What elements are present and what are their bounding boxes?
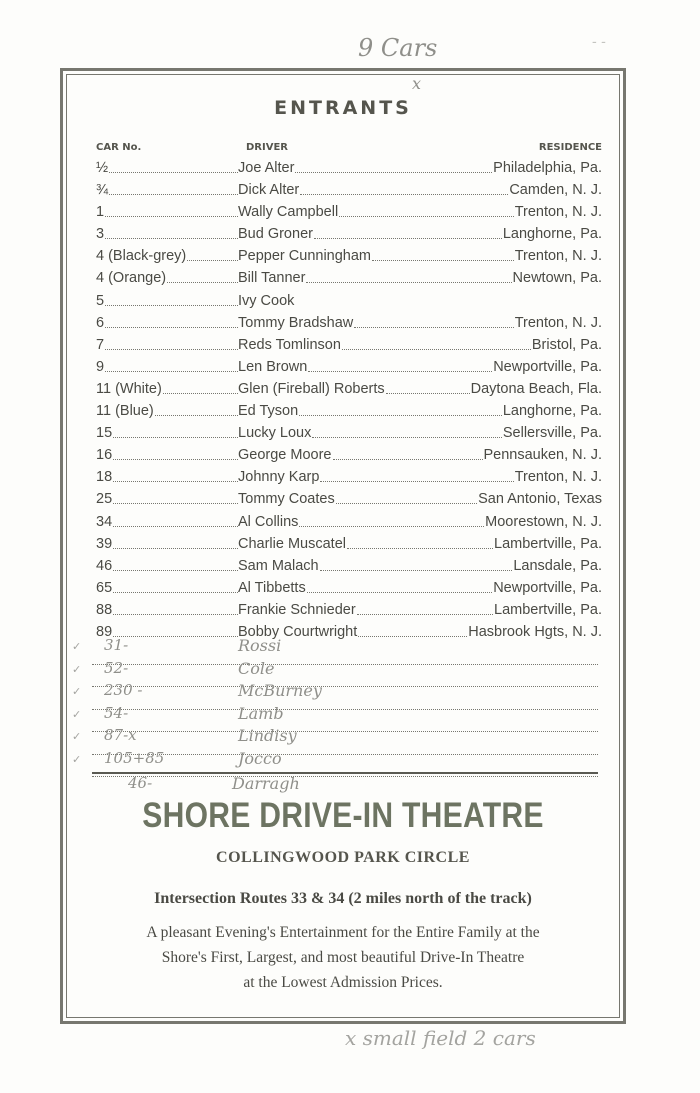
- driver-name: Len Brown: [238, 356, 307, 378]
- check-mark: ✓: [72, 663, 82, 676]
- driver-name: George Moore: [238, 444, 332, 466]
- driver-residence: [238, 621, 602, 643]
- car-number: [96, 356, 238, 378]
- leader-dots: [96, 570, 238, 571]
- leader-dots: [96, 371, 238, 372]
- driver-residence-text: San Antonio, Texas: [478, 488, 602, 510]
- leader-dots: [314, 223, 502, 239]
- driver-residence: [238, 378, 602, 400]
- driver-residence-text: Langhorne, Pa.: [503, 400, 602, 422]
- entrant-row: [96, 290, 602, 312]
- handwritten-row: [72, 636, 598, 665]
- entrant-row: [96, 378, 602, 400]
- driver-residence: [238, 400, 602, 422]
- leader-dots: [96, 238, 238, 239]
- driver-residence: [238, 267, 602, 289]
- tagline-line-2: Shore's First, Largest, and most beautiful Drive-In Theatre: [161, 949, 525, 966]
- car-number-text: 11 (Blue): [96, 403, 154, 420]
- driver-residence-text: Lansdale, Pa.: [513, 555, 602, 577]
- entrant-row: [96, 356, 602, 378]
- leader-dots: [96, 459, 238, 460]
- car-number-text: 9: [96, 358, 105, 375]
- driver-name: Pepper Cunningham: [238, 245, 371, 267]
- entrant-row: [96, 201, 602, 223]
- column-header-residence: RESIDENCE: [538, 142, 602, 153]
- leader-dots: [96, 592, 238, 593]
- entrants-list: [96, 157, 602, 643]
- entrant-row: [96, 533, 602, 555]
- entrant-row: [96, 400, 602, 422]
- car-number: [96, 444, 238, 466]
- entrant-row: [96, 511, 602, 533]
- car-number-text: 89: [96, 623, 113, 640]
- driver-residence-text: Hasbrook Hgts, N. J.: [468, 621, 602, 643]
- leader-dots: [354, 312, 513, 328]
- driver-residence: [238, 334, 602, 356]
- car-number: [96, 378, 238, 400]
- leader-dots: [96, 481, 238, 482]
- driver-residence-text: Lambertville, Pa.: [494, 533, 602, 555]
- handwritten-row: [72, 658, 598, 688]
- section-divider: [92, 772, 598, 774]
- car-number: [96, 400, 238, 422]
- driver-name: Bill Tanner: [238, 267, 305, 289]
- car-number-text: 46: [96, 557, 113, 574]
- handwritten-driver: Cole: [238, 658, 275, 678]
- driver-residence-text: Langhorne, Pa.: [503, 223, 602, 245]
- leader-dots: [96, 172, 238, 173]
- tagline-line-1: A pleasant Evening's Entertainment for the Entire Family at the: [146, 924, 540, 941]
- driver-name: Tommy Coates: [238, 488, 335, 510]
- leader-dots: [312, 422, 502, 438]
- column-header-driver: DRIVER: [246, 142, 288, 153]
- entrant-row: [96, 621, 602, 643]
- driver-residence-text: Newportville, Pa.: [493, 577, 602, 599]
- car-number-text: 39: [96, 535, 113, 552]
- leader-dots: [342, 334, 531, 350]
- driver-name: Wally Campbell: [238, 201, 338, 223]
- check-mark: ✓: [72, 708, 82, 721]
- page-title: ENTRANTS: [274, 97, 412, 119]
- entrant-row: [96, 422, 602, 444]
- driver-residence: [238, 577, 602, 599]
- car-number: [96, 245, 238, 267]
- entrant-row: [96, 179, 602, 201]
- car-number-text: ½: [96, 160, 109, 176]
- car-number: [96, 201, 238, 223]
- leader-dots: [320, 555, 513, 571]
- car-number-text: 18: [96, 469, 113, 486]
- leader-dots: [347, 533, 493, 549]
- driver-residence: [238, 488, 602, 510]
- driver-name: Al Tibbetts: [238, 577, 306, 599]
- leader-dots: [96, 305, 238, 306]
- car-number: [96, 466, 238, 488]
- check-mark: ✓: [72, 686, 82, 698]
- car-number-text: 6: [96, 314, 105, 331]
- handwritten-driver: Lindisy: [238, 726, 297, 745]
- driver-name: Tommy Bradshaw: [238, 312, 353, 334]
- driver-name: Ivy Cook: [238, 290, 294, 312]
- driver-residence-text: Trenton, N. J.: [515, 312, 602, 334]
- leader-dots: [372, 245, 514, 261]
- driver-residence-text: Trenton, N. J.: [515, 245, 602, 267]
- leader-dots: [308, 356, 492, 372]
- handwritten-car: 31-: [104, 636, 129, 654]
- car-number-text: 88: [96, 601, 113, 618]
- handwritten-car: 105+85: [104, 748, 165, 767]
- check-mark: ✓: [72, 731, 82, 743]
- handwritten-driver: McBurney: [238, 681, 322, 700]
- car-number: [96, 488, 238, 510]
- entrant-row: [96, 312, 602, 334]
- driver-residence: [238, 157, 602, 179]
- theatre-directions: Intersection Routes 33 & 34 (2 miles north of the track): [154, 890, 532, 907]
- handwritten-row: [72, 703, 598, 733]
- handwritten-car: 52-: [104, 658, 129, 677]
- entrant-row: [96, 577, 602, 599]
- car-number-text: 65: [96, 579, 113, 596]
- leader-dots: [299, 511, 484, 527]
- driver-residence: [238, 312, 602, 334]
- car-number: [96, 533, 238, 555]
- car-number: [96, 511, 238, 533]
- handwritten-car: 230 -: [104, 681, 143, 699]
- entrant-row: [96, 267, 602, 289]
- entrant-row: [96, 488, 602, 510]
- car-number: [96, 334, 238, 356]
- leader-dots: [333, 444, 483, 460]
- leader-dots: [339, 201, 514, 217]
- entrant-row: [96, 466, 602, 488]
- driver-name: Bud Groner: [238, 223, 313, 245]
- entrant-row: [96, 157, 602, 179]
- car-number: [96, 577, 238, 599]
- car-number-text: 7: [96, 336, 105, 353]
- car-number-text: 5: [96, 292, 105, 309]
- leader-dots: [295, 157, 492, 173]
- car-number: [96, 422, 238, 444]
- handwritten-x-mark: x: [412, 74, 422, 93]
- car-number-text: 25: [96, 491, 113, 508]
- driver-residence: [238, 422, 602, 444]
- entrant-row: [96, 334, 602, 356]
- tagline-line-3: at the Lowest Admission Prices.: [243, 974, 443, 991]
- car-number-text: 1: [96, 204, 105, 221]
- leader-dots: [96, 614, 238, 615]
- check-mark: ✓: [72, 753, 82, 766]
- leader-dots: [306, 267, 511, 283]
- leader-dots: [96, 216, 238, 217]
- driver-residence: [238, 533, 602, 555]
- handwritten-driver: Rossi: [238, 636, 282, 655]
- driver-residence: [238, 223, 602, 245]
- driver-residence-text: Bristol, Pa.: [532, 334, 602, 356]
- handwritten-last-driver: Darragh: [232, 774, 300, 793]
- leader-dots: [357, 599, 493, 615]
- handwritten-car: 54-: [104, 703, 129, 722]
- leader-dots: [96, 548, 238, 549]
- theatre-location: COLLINGWOOD PARK CIRCLE: [216, 849, 470, 866]
- driver-name: Lucky Loux: [238, 422, 311, 444]
- leader-dots: [386, 378, 470, 394]
- leader-dots: [96, 349, 238, 350]
- driver-residence-text: Trenton, N. J.: [515, 201, 602, 223]
- leader-dots: [96, 437, 238, 438]
- leader-dots: [358, 621, 467, 637]
- driver-name: Ed Tyson: [238, 400, 298, 422]
- car-number: [96, 179, 238, 201]
- car-number: [96, 599, 238, 621]
- car-number: [96, 555, 238, 577]
- car-number-text: 15: [96, 425, 113, 442]
- entrant-row: [96, 444, 602, 466]
- leader-dots: [96, 194, 238, 195]
- driver-residence: [238, 555, 602, 577]
- driver-name: Glen (Fireball) Roberts: [238, 378, 385, 400]
- theatre-tagline: [66, 920, 620, 995]
- driver-name: Joe Alter: [238, 157, 294, 179]
- driver-residence-text: Lambertville, Pa.: [494, 599, 602, 621]
- entrant-row: [96, 555, 602, 577]
- handwritten-car: 87-x: [104, 726, 137, 744]
- car-number-text: 3: [96, 226, 105, 243]
- leader-dots: [307, 577, 493, 593]
- car-number-text: 34: [96, 513, 113, 530]
- driver-residence-text: Newtown, Pa.: [513, 267, 602, 289]
- leader-dots: [336, 488, 477, 504]
- handwritten-row: [72, 726, 598, 755]
- car-number-text: 4 (Black-grey): [96, 248, 187, 265]
- handwritten-last-car: 46-: [128, 774, 153, 792]
- car-number-text: ¾: [96, 182, 109, 199]
- corner-mark: - -: [592, 34, 606, 50]
- handwritten-bottom-note: x small field 2 cars: [345, 1026, 536, 1050]
- car-number: [96, 267, 238, 289]
- driver-name: Dick Alter: [238, 179, 299, 201]
- entrant-row: [96, 599, 602, 621]
- driver-residence: [238, 599, 602, 621]
- handwritten-driver: Lamb: [238, 703, 284, 723]
- driver-residence: [238, 290, 602, 312]
- leader-dots: [320, 466, 513, 482]
- entrant-row: [96, 245, 602, 267]
- handwritten-row: [72, 681, 598, 710]
- driver-name: Charlie Muscatel: [238, 533, 346, 555]
- car-number: [96, 157, 238, 179]
- driver-residence: [238, 201, 602, 223]
- driver-name: Johnny Karp: [238, 466, 319, 488]
- car-number-text: 16: [96, 447, 113, 464]
- car-number: [96, 223, 238, 245]
- car-number: [96, 290, 238, 312]
- theatre-name: SHORE DRIVE-IN THEATRE: [142, 796, 544, 835]
- leader-dots: [299, 400, 502, 416]
- car-number: [96, 312, 238, 334]
- driver-residence: [238, 245, 602, 267]
- driver-residence-text: Sellersville, Pa.: [503, 422, 602, 444]
- driver-residence-text: Camden, N. J.: [509, 179, 602, 201]
- leader-dots: [96, 526, 238, 527]
- car-number-text: 4 (Orange): [96, 270, 167, 287]
- leader-dots: [96, 503, 238, 504]
- driver-residence-text: Newportville, Pa.: [493, 356, 602, 378]
- entrant-row: [96, 223, 602, 245]
- column-header-car: CAR No.: [96, 142, 142, 153]
- driver-name: Sam Malach: [238, 555, 319, 577]
- leader-dots: [96, 327, 238, 328]
- driver-name: Frankie Schnieder: [238, 599, 356, 621]
- driver-residence-text: Daytona Beach, Fla.: [471, 378, 602, 400]
- driver-residence: [238, 511, 602, 533]
- handwritten-car-count: 9 Cars: [358, 34, 438, 62]
- leader-dots: [300, 179, 508, 195]
- driver-residence: [238, 356, 602, 378]
- driver-name: Reds Tomlinson: [238, 334, 341, 356]
- driver-name: Bobby Courtwright: [238, 621, 357, 643]
- driver-residence-text: Moorestown, N. J.: [485, 511, 602, 533]
- driver-residence: [238, 444, 602, 466]
- handwritten-driver: Jocco: [238, 748, 282, 768]
- driver-residence-text: Pennsauken, N. J.: [484, 444, 603, 466]
- car-number-text: 11 (White): [96, 380, 162, 397]
- handwritten-entries: [72, 636, 598, 777]
- check-mark: ✓: [72, 641, 82, 653]
- driver-name: Al Collins: [238, 511, 298, 533]
- driver-residence: [238, 466, 602, 488]
- driver-residence: [238, 179, 602, 201]
- driver-residence-text: Trenton, N. J.: [515, 466, 602, 488]
- driver-residence-text: Philadelphia, Pa.: [493, 157, 602, 179]
